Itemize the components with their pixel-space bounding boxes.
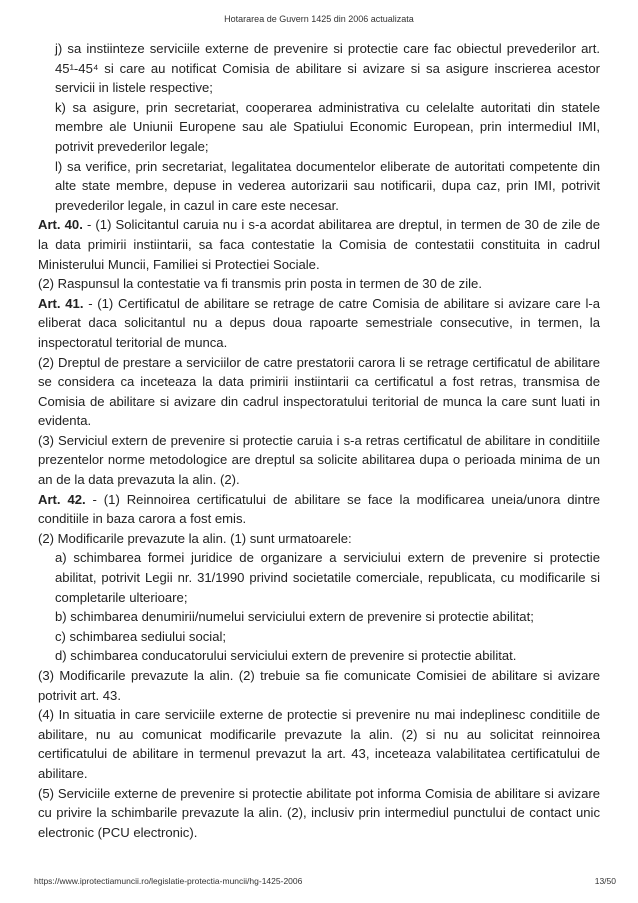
paragraph-text: (2) Dreptul de prestare a serviciilor de catre prestatorii carora li se retrage certificatul de abilitare se considera ca inceteaza la data primirii instiintarii ca certificatul a fost retras, transmisa de Comisia de abilitare si avizare din cadrul inspectoratului teritorial de munca la care sunt luati in evidenta.: [38, 354, 600, 429]
article-label: Art. 41.: [38, 295, 84, 311]
paragraph-text: (3) Serviciul extern de prevenire si protectie caruia i s-a retras certificatul de abilitare in conditiile prezentelor norme metodologice are dreptul sa solicite abilitarea dupa o perioada minima de un an de la data prevazuta la alin. (2).: [38, 432, 600, 488]
paragraph: [38, 705, 600, 783]
paragraph-text: - (1) Certificatul de abilitare se retrage de catre Comisia de abilitare si avizare care l-a eliberat daca solicitantul nu a depus doua rapoarte semestriale consecutive, in termen, la inspectoratul teritorial de munca.: [38, 295, 601, 350]
paragraph: [38, 39, 600, 98]
paragraph-text: (3) Modificarile prevazute la alin. (2) trebuie sa fie comunicate Comisiei de abilitare si avizare potrivit art. 43.: [38, 668, 600, 703]
paragraph-text: c) schimbarea sediului social;: [55, 628, 227, 644]
document-body: [38, 39, 600, 842]
article-41: [38, 294, 600, 353]
article-40: [38, 215, 600, 274]
paragraph-text: k) sa asigure, prin secretariat, cooperarea administrativa cu celelalte autoritati din statele membre ale Uniunii Europene sau ale Spatiului Economic European, prin intermediul IMI, potrivit prevederilor legale;: [55, 99, 600, 154]
paragraph: [38, 784, 600, 843]
paragraph-text: (5) Serviciile externe de prevenire si protectie abilitate pot informa Comisia de abilitare si avizare cu privire la schimbarile prevazute la alin. (2), inclusiv prin intermediul punctului de contact unic electronic (PCU electronic).: [38, 785, 600, 840]
source-url-link[interactable]: https://www.iprotectiamuncii.ro/legislatie-protectia-muncii/hg-1425-2006: [34, 876, 303, 886]
page-header-title: Hotararea de Guvern 1425 din 2006 actualizata: [224, 14, 414, 24]
paragraph: [38, 548, 600, 607]
paragraph: [38, 157, 600, 216]
paragraph-text: (2) Modificarile prevazute la alin. (1) sunt urmatoarele:: [38, 530, 352, 546]
paragraph-text: - (1) Reinnoirea certificatului de abilitare se face la modificarea uneia/unora dintre conditiile in baza carora a fost emis.: [38, 491, 601, 527]
paragraph: [38, 353, 600, 431]
paragraph-text: - (1) Solicitantul caruia nu i s-a acordat abilitarea are dreptul, in termen de 30 de zile de la data primirii instiintarii, sa faca contestatie la Comisia de contestatii constituita in cadrul Ministerului Muncii, Familiei si Protectiei Sociale.: [38, 217, 600, 272]
paragraph-text: j) sa instiinteze serviciile externe de prevenire si protectie care fac obiectul prevederilor art. 45¹-45⁴ si care au notificat Comisia de abilitare si avizare si sa asigure inscrierea acestor servicii in listele respective;: [55, 41, 600, 96]
article-label: Art. 40.: [38, 217, 83, 233]
paragraph: [38, 607, 600, 627]
paragraph: [38, 627, 600, 647]
paragraph-text: d) schimbarea conducatorului serviciului extern de prevenire si protectie abilitat.: [55, 648, 517, 664]
paragraph: [38, 274, 600, 294]
page-number: 13/50: [594, 876, 616, 886]
paragraph-text: b) schimbarea denumirii/numelui serviciului extern de prevenire si protectie abilitat;: [55, 609, 534, 625]
paragraph: [38, 666, 600, 705]
article-label: Art. 42.: [38, 491, 86, 507]
paragraph-text: l) sa verifice, prin secretariat, legalitatea documentelor eliberate de autoritati competente din alte state membre, depuse in vederea autorizarii sau notificarii, dupa caz, prin IMI, potrivit prevederilor legale, in cazul in care este necesar.: [55, 158, 600, 213]
paragraph: [38, 98, 600, 157]
paragraph: [38, 646, 600, 666]
article-42: [38, 490, 600, 529]
paragraph-text: a) schimbarea formei juridice de organizare a serviciului extern de prevenire si protectie abilitat, potrivit Legii nr. 31/1990 privind societatile comerciale, republicata, cu modificarile si completarile ulterioare;: [55, 550, 600, 605]
paragraph: [38, 431, 600, 490]
paragraph-text: (2) Raspunsul la contestatie va fi transmis prin posta in termen de 30 de zile.: [38, 276, 482, 292]
paragraph-text: (4) In situatia in care serviciile externe de protectie si prevenire nu mai indeplinesc conditiile de abilitare, nu au comunicat modificarile prevazute la alin. (2) si nu au solicitat reinnoirea certificatului de abilitare in termenul prevazut la art. 43, inceteaza valabilitatea certificatului de abilitare.: [38, 707, 600, 781]
paragraph: [38, 529, 600, 549]
